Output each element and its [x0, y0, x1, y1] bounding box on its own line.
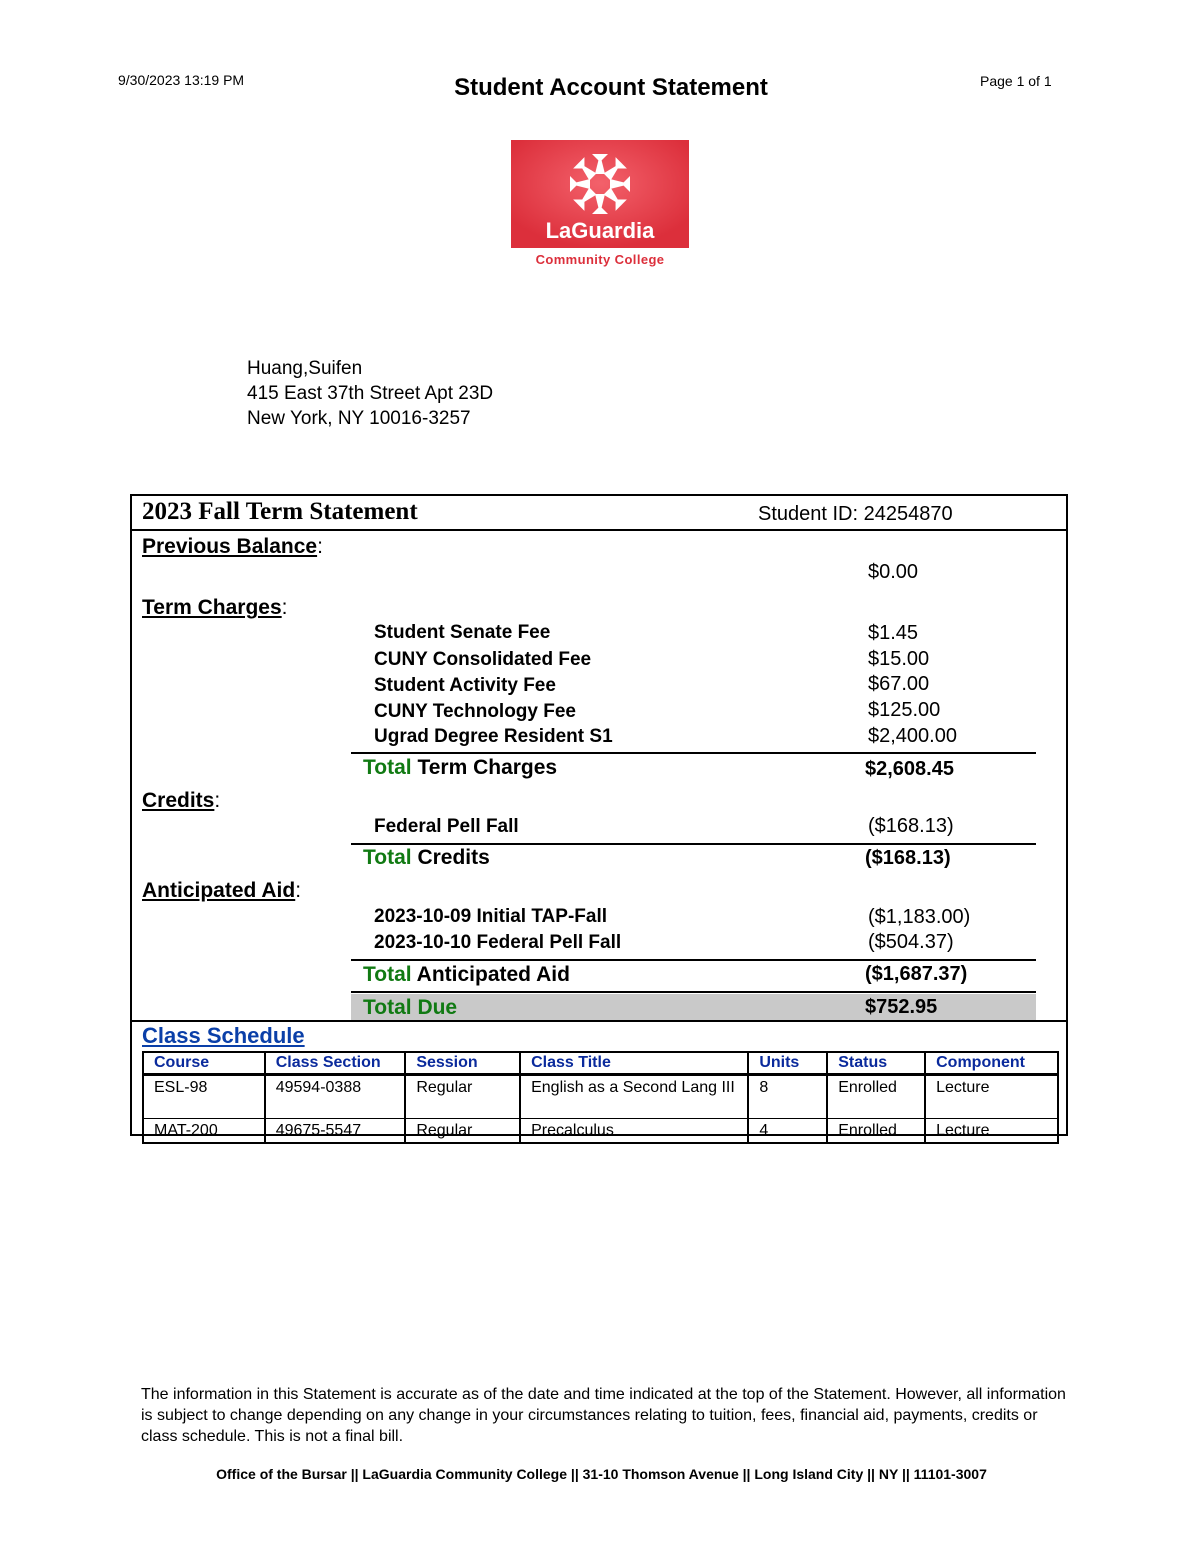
student-id: [758, 503, 953, 526]
table-row: [143, 1075, 1058, 1119]
table-cell: MAT-200: [143, 1119, 265, 1144]
schedule-divider: [130, 1020, 1068, 1022]
page-title: Student Account Statement: [454, 74, 768, 101]
charge-item: CUNY Consolidated Fee: [374, 649, 592, 670]
table-row: [143, 1119, 1058, 1144]
college-logo: [511, 140, 689, 248]
mailing-address: [247, 356, 493, 431]
table-cell: Enrolled: [827, 1075, 925, 1119]
table-cell: 4: [748, 1119, 827, 1144]
charge-amount: $67.00: [868, 673, 930, 695]
column-header: Units: [748, 1052, 827, 1075]
subtotal-rule: [351, 843, 1036, 845]
aid-amount: ($504.37): [868, 931, 954, 953]
anticipated-aid-heading: Anticipated Aid:: [142, 879, 302, 902]
table-cell: Lecture: [925, 1119, 1058, 1144]
table-cell: ESL-98: [143, 1075, 265, 1119]
student-name: Huang,Suifen: [247, 358, 363, 379]
column-header: Course: [143, 1052, 265, 1075]
student-id-label: Student ID:: [758, 503, 859, 525]
bursar-footer: Office of the Bursar || LaGuardia Community College || 31-10 Thomson Avenue || Long Island City || NY || 11101-3007: [216, 1466, 987, 1482]
subtotal-rule: [351, 959, 1036, 961]
table-cell: 8: [748, 1075, 827, 1119]
charge-item: Student Senate Fee: [374, 622, 551, 643]
charge-amount: $15.00: [868, 648, 930, 670]
table-cell: Precalculus: [520, 1119, 748, 1144]
address-line-2: New York, NY 10016-3257: [247, 408, 471, 429]
column-header: Class Title: [520, 1052, 748, 1075]
previous-balance-amount: $0.00: [868, 561, 919, 583]
logo-subtitle: Community College: [535, 252, 665, 267]
previous-balance-heading: Previous Balance:: [142, 535, 323, 558]
subtotal-rule: [351, 752, 1036, 754]
title-divider: [130, 529, 1068, 531]
statement-title: 2023 Fall Term Statement: [142, 498, 418, 525]
charge-amount: $1.45: [868, 622, 919, 644]
column-header: Class Section: [265, 1052, 406, 1075]
table-cell: Regular: [405, 1075, 520, 1119]
student-id-value: 24254870: [863, 503, 953, 525]
total-aid-label: Total Anticipated Aid: [363, 963, 570, 986]
total-due-rule: [351, 991, 1036, 993]
table-cell: 49675-5547: [265, 1119, 406, 1144]
credit-amount: ($168.13): [868, 815, 954, 837]
total-term-charges-label: Total Term Charges: [363, 756, 558, 779]
total-due-label: Total Due: [363, 996, 458, 1019]
total-credits-amount: ($168.13): [865, 847, 951, 869]
class-schedule-title: Class Schedule: [142, 1023, 305, 1048]
logo-name: LaGuardia: [545, 218, 655, 243]
table-cell: Regular: [405, 1119, 520, 1144]
table-cell: Lecture: [925, 1075, 1058, 1119]
page-number: Page 1 of 1: [980, 73, 1052, 89]
address-line-1: 415 East 37th Street Apt 23D: [247, 383, 494, 404]
class-schedule-table: [142, 1051, 1059, 1144]
charge-item: CUNY Technology Fee: [374, 701, 576, 722]
charge-item: Student Activity Fee: [374, 675, 556, 696]
table-cell: English as a Second Lang III: [520, 1075, 748, 1119]
aid-amount: ($1,183.00): [868, 906, 971, 928]
total-credits-label: Total Credits: [363, 846, 490, 869]
total-term-charges-amount: $2,608.45: [865, 758, 954, 780]
credits-heading: Credits:: [142, 789, 221, 812]
table-cell: Enrolled: [827, 1119, 925, 1144]
column-header: Status: [827, 1052, 925, 1075]
total-due-amount: $752.95: [865, 996, 938, 1018]
term-charges-heading: Term Charges:: [142, 596, 288, 619]
table-header-row: [143, 1052, 1058, 1075]
aid-item: 2023-10-10 Federal Pell Fall: [374, 932, 622, 953]
table-cell: 49594-0388: [265, 1075, 406, 1119]
statement-datetime: 9/30/2023 13:19 PM: [118, 72, 245, 88]
charge-amount: $125.00: [868, 699, 941, 721]
column-header: Component: [925, 1052, 1058, 1075]
disclaimer-note: The information in this Statement is accurate as of the date and time indicated at the top of the Statement. However, all information is subject to change depending on any change in your circumstances relating to tuition, fees, financial aid, payments, credits or class schedule. This is not a final bill.: [141, 1386, 1066, 1445]
total-aid-amount: ($1,687.37): [865, 963, 968, 985]
charge-item: Ugrad Degree Resident S1: [374, 726, 613, 747]
aid-item: 2023-10-09 Initial TAP-Fall: [374, 906, 608, 927]
column-header: Session: [405, 1052, 520, 1075]
charge-amount: $2,400.00: [868, 725, 957, 747]
credit-item: Federal Pell Fall: [374, 816, 519, 837]
